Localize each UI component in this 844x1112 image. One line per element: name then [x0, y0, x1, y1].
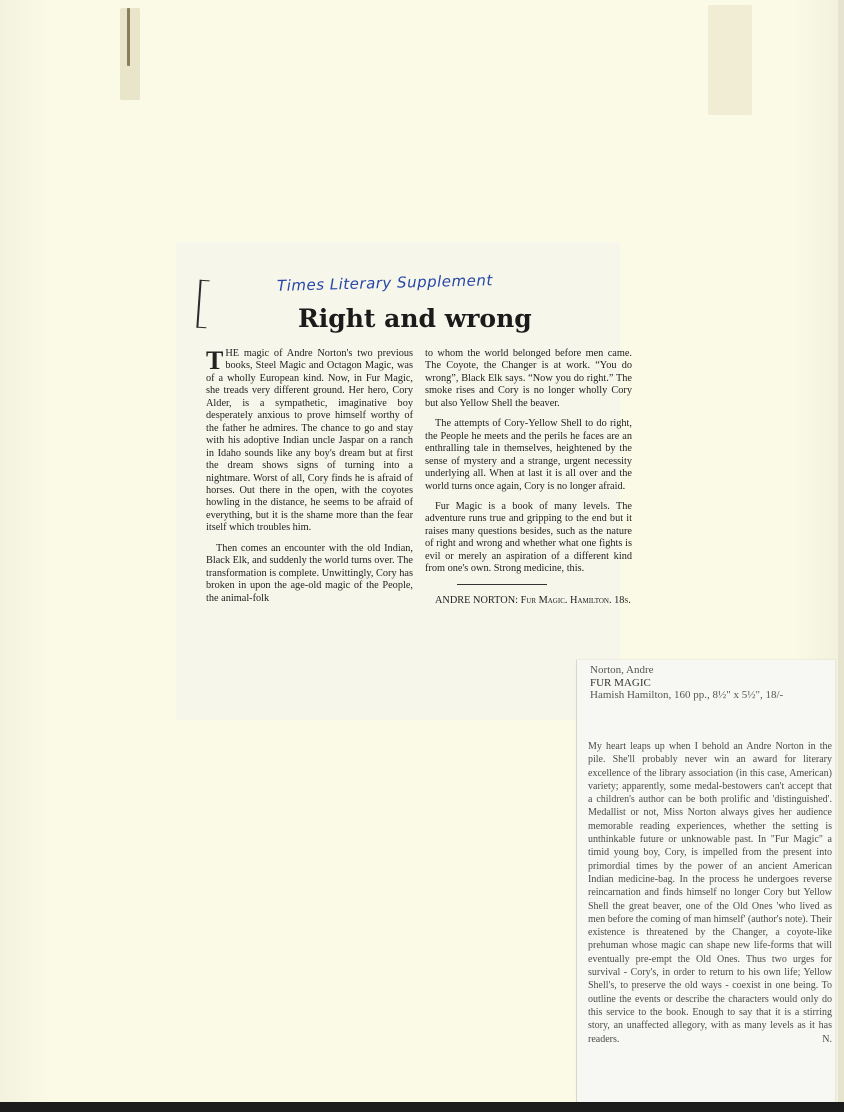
tape-mark [708, 5, 752, 115]
article-column-right [425, 348, 632, 615]
article-paragraph: The attempts of Cory-Yellow Shell to do right, the People he meets and the perils he faces are an enthralling tale in themselves, heightened by the sense of mystery and a strange, urgent necessity underlying all. When at last it is all over and the world turns once again, Cory is no longer afraid. [425, 418, 632, 492]
reviewer-signature: N. [822, 1033, 832, 1045]
book-title: FUR MAGIC [590, 676, 651, 689]
book-author: Norton, Andre [590, 664, 654, 676]
drop-cap: T [206, 346, 224, 375]
article-paragraph: Then comes an encounter with the old Indian, Black Elk, and suddenly the world turns over. The transformation is complete. Unwittingly, Cory has broken in upon the age-old magic of the People, the animal-folk [206, 542, 413, 604]
tape-mark [120, 8, 140, 100]
page-edge-bottom [0, 1102, 844, 1112]
article-paragraph: to whom the world belonged before men came. The Coyote, the Changer is at work. “You do wrong”, Black Elk says. “Now you do right.” The smoke rises and Cory is no longer wholly Cory but also Yellow Shell the beaver. [425, 348, 632, 409]
article-paragraph: THE magic of Andre Norton's two previous books, Steel Magic and Octagon Magic, was of a wholly European kind. Now, in Fur Magic, she treads very different ground. Her hero, Cory Alder, is a sympathetic, imaginative boy desperately anxious to prove himself worthy of the father he admires. The chance to go and stay with his adoptive Indian uncle Jaspar on a ranch in Idaho sounds like any boy's dream but at first the dream shows signs of turning into a nightmare. Worst of all, Cory finds he is afraid of horses. Out there in the open, with the coyotes howling in the distance, he seems to be afraid of everything, but it is the shame more than the fear itself which troubles him. [206, 346, 413, 534]
review-headline: Right and wrong [298, 304, 532, 333]
catalogue-review: My heart leaps up when I behold an Andre Norton in the pile. She'll probably never win an award for literary excellence of the library association (in this case, American) variety; apparently, some medal-bestowers can't accept that a children's author can be both prolific and 'distinguished'. Medallist or not, Miss Norton always gives her audience memorable reading experiences, whether the setting is unthinkable future or unknowable past. In "Fur Magic" a timid young boy, Cory, is impelled from the present into primordial times by the power of an ancient American Indian medicine-bag. In the process he undergoes reverse reincarnation and finds himself no longer Cory but Yellow Shell the great beaver, one of the Old Ones 'who lived as men before the coming of man himself' (author's note). Their existence is threatened by the Changer, a coyote-like prehuman whose magic can shape new life-forms that will eventually pre-empt the Old Ones. Thus two urges for survival - Cory's, in order to return to his own life; Yellow Shell's, to preserve the old ways - coexist in one being. To outline the events or describe the characters would only do this service to the book. Enough to say that it is a stirring story, an unaffected allegory, with as many levels as it has readers. N. [588, 741, 832, 1045]
divider-rule [457, 584, 547, 585]
catalogue-header [590, 664, 830, 702]
book-credit: ANDRE NORTON: Fur Magic. Hamilton. 18s. [435, 594, 631, 606]
article-column-left [206, 348, 413, 613]
article-paragraph: Fur Magic is a book of many levels. The adventure runs true and gripping to the end but it raises many questions besides, such as the nature of right and wrong and whether what one fights is evil or merely an aspiration of a different kind from one's own. Strong medicine, this. [425, 500, 632, 575]
page-edge-right [838, 0, 844, 1112]
book-publication: Hamish Hamilton, 160 pp., 8½" x 5½", 18/- [590, 689, 784, 701]
handwritten-source-note: Times Literary Supplement [276, 271, 493, 295]
